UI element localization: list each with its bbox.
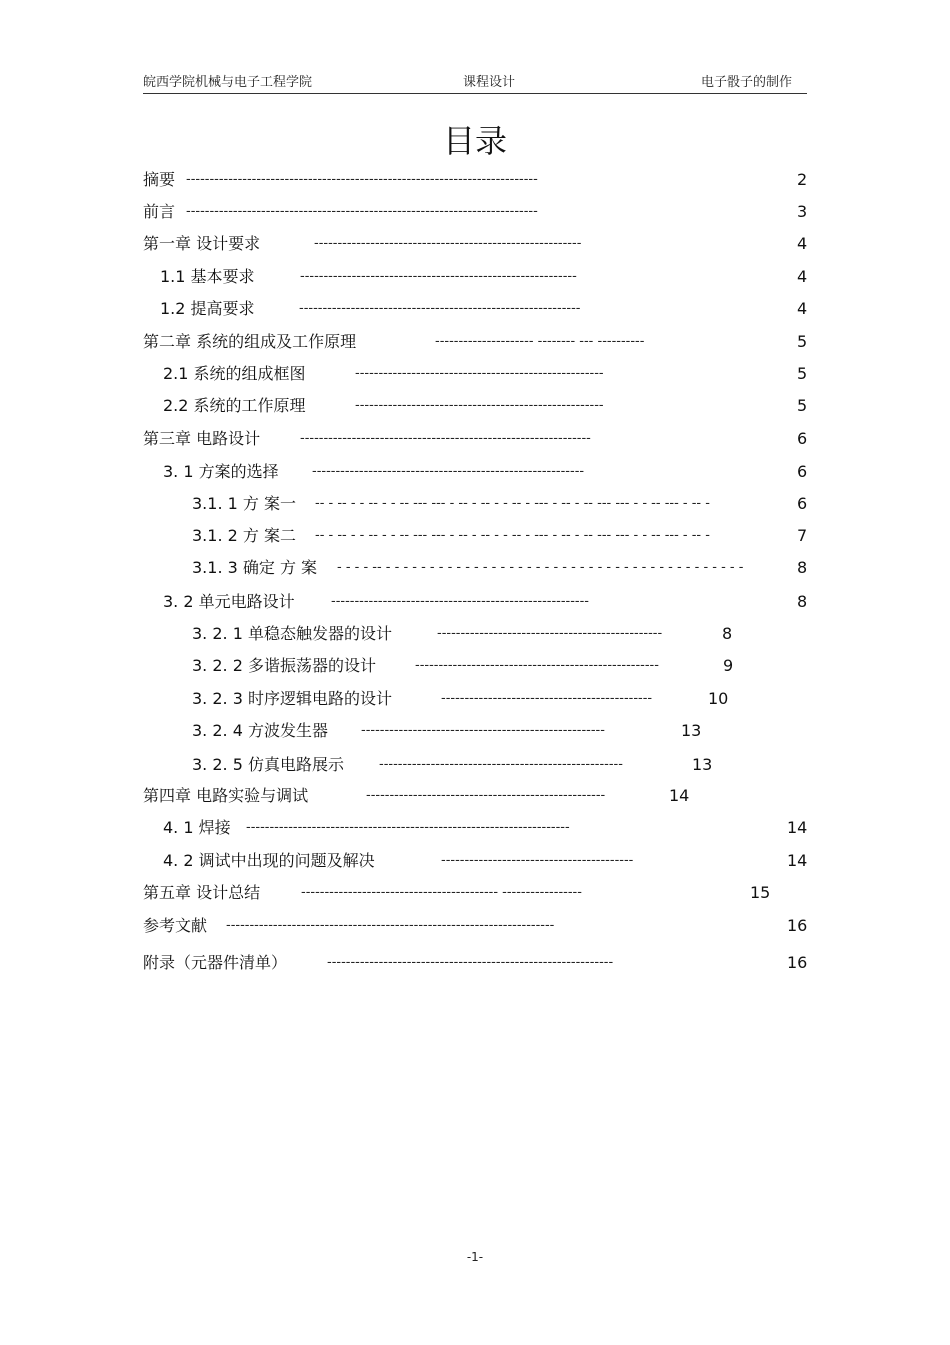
toc-leader: --------------------------------------------------- xyxy=(366,788,606,803)
toc-page: 13 xyxy=(692,755,713,774)
toc-label: 第五章 设计总结 xyxy=(143,883,261,902)
toc-label: 附录（元器件清单） xyxy=(143,953,288,972)
toc-leader: -------------------------------------------------------------- xyxy=(300,431,591,446)
toc-page: 8 xyxy=(797,558,808,577)
toc-page: 15 xyxy=(750,883,771,902)
toc-page: 13 xyxy=(681,721,702,740)
header-center: 课程设计 xyxy=(463,75,516,90)
toc-leader: --------------------------------------------- xyxy=(441,691,653,706)
toc-page: 16 xyxy=(787,916,808,935)
toc-label: 3. 2. 5 仿真电路展示 xyxy=(192,755,344,774)
toc-label: 第四章 电路实验与调试 xyxy=(143,786,309,805)
toc-label: 摘要 xyxy=(143,170,176,189)
toc-page: 8 xyxy=(797,592,808,611)
toc-leader: ------------------------------------------ ----------------- xyxy=(301,885,582,900)
toc-leader: ---------------------------------------------------- xyxy=(361,723,605,738)
toc-label: 1.2 提高要求 xyxy=(160,299,255,318)
toc-label: 1.1 基本要求 xyxy=(160,267,255,286)
toc-page: 4 xyxy=(797,234,808,253)
toc-page: 6 xyxy=(797,494,808,513)
toc-page: 5 xyxy=(797,364,808,383)
toc-label: 第二章 系统的组成及工作原理 xyxy=(143,332,357,351)
toc-leader: ---------------------------------------------------- xyxy=(379,757,623,772)
toc-leader: -- - -- - - -- - - -- --- --- - -- - -- - - -- - --- - -- - -- --- --- - - -- --- - -- - xyxy=(315,496,710,511)
toc-leader: -- - -- - - -- - - -- --- --- - -- - -- - - -- - --- - -- - -- --- --- - - -- --- - -- - xyxy=(315,528,710,543)
toc-page: 2 xyxy=(797,170,808,189)
toc-label: 3. 2. 3 时序逻辑电路的设计 xyxy=(192,689,392,708)
toc-label: 3. 2. 2 多谐振荡器的设计 xyxy=(192,656,376,675)
toc-leader: ----------------------------------------------------------- xyxy=(300,269,577,284)
toc-leader: ------------------------------------------------------------- xyxy=(327,955,614,970)
toc-leader: ----------------------------------------------------- xyxy=(355,398,604,413)
page-number: -1- xyxy=(466,1250,484,1264)
toc-label: 3. 1 方案的选择 xyxy=(163,462,279,481)
toc-page: 5 xyxy=(797,396,808,415)
toc-page: 4 xyxy=(797,299,808,318)
toc-label: 3.1. 2 方 案二 xyxy=(192,526,296,545)
toc-label: 4. 1 焊接 xyxy=(163,818,231,837)
toc-leader: --------------------- -------- --- ---------- xyxy=(435,334,645,349)
toc-label: 第三章 电路设计 xyxy=(143,429,261,448)
toc-label: 2.2 系统的工作原理 xyxy=(163,396,306,415)
toc-leader: --------------------------------------------------------------------------- xyxy=(186,204,538,219)
toc-label: 2.1 系统的组成框图 xyxy=(163,364,306,383)
header-right: 电子骰子的制作 xyxy=(700,75,792,90)
toc-label: 参考文献 xyxy=(143,916,208,935)
toc-leader: ------------------------------------------------------- xyxy=(331,594,590,609)
toc-page: 16 xyxy=(787,953,808,972)
toc-page: 4 xyxy=(797,267,808,286)
toc-label: 3. 2 单元电路设计 xyxy=(163,592,295,611)
toc-label: 3.1. 1 方 案一 xyxy=(192,494,296,513)
toc-page: 14 xyxy=(787,851,808,870)
toc-label: 3.1. 3 确定 方 案 xyxy=(192,558,318,577)
toc-page: 10 xyxy=(708,689,729,708)
toc-leader: ---------------------------------------------------- xyxy=(415,658,659,673)
toc-page: 8 xyxy=(722,624,733,643)
toc-page: 6 xyxy=(797,462,808,481)
toc-label: 4. 2 调试中出现的问题及解决 xyxy=(163,851,375,870)
toc-page: 3 xyxy=(797,202,808,221)
toc-leader: ----------------------------------------------------- xyxy=(355,366,604,381)
toc-leader: ---------------------------------------------------------------------- xyxy=(226,918,555,933)
header-divider xyxy=(143,93,807,94)
toc-label: 3. 2. 1 单稳态触发器的设计 xyxy=(192,624,392,643)
toc-leader: ------------------------------------------------ xyxy=(437,626,663,641)
header-left: 皖西学院机械与电子工程学院 xyxy=(143,75,313,90)
toc-leader: --------------------------------------------------------------------------- xyxy=(186,172,538,187)
toc-leader: ------------------------------------------------------------ xyxy=(299,301,581,316)
toc-label: 3. 2. 4 方波发生器 xyxy=(192,721,328,740)
toc-page: 7 xyxy=(797,526,808,545)
toc-leader: --------------------------------------------------------- xyxy=(314,236,582,251)
toc-page: 14 xyxy=(787,818,808,837)
toc-leader: --------------------------------------------------------------------- xyxy=(246,820,570,835)
toc-label: 第一章 设计要求 xyxy=(143,234,261,253)
toc-leader: - - - - -- - - - - - - - - - - - - - - - - - - - - - - - - - - - - - - - - - - - - - - - - - xyxy=(337,560,744,575)
toc-leader: ---------------------------------------------------------- xyxy=(312,464,585,479)
toc-leader: ----------------------------------------- xyxy=(441,853,634,868)
toc-page: 9 xyxy=(723,656,734,675)
toc-page: 5 xyxy=(797,332,808,351)
toc-page: 6 xyxy=(797,429,808,448)
toc-label: 前言 xyxy=(143,202,176,221)
page-title: 目录 xyxy=(442,122,507,160)
toc-page: 14 xyxy=(669,786,690,805)
